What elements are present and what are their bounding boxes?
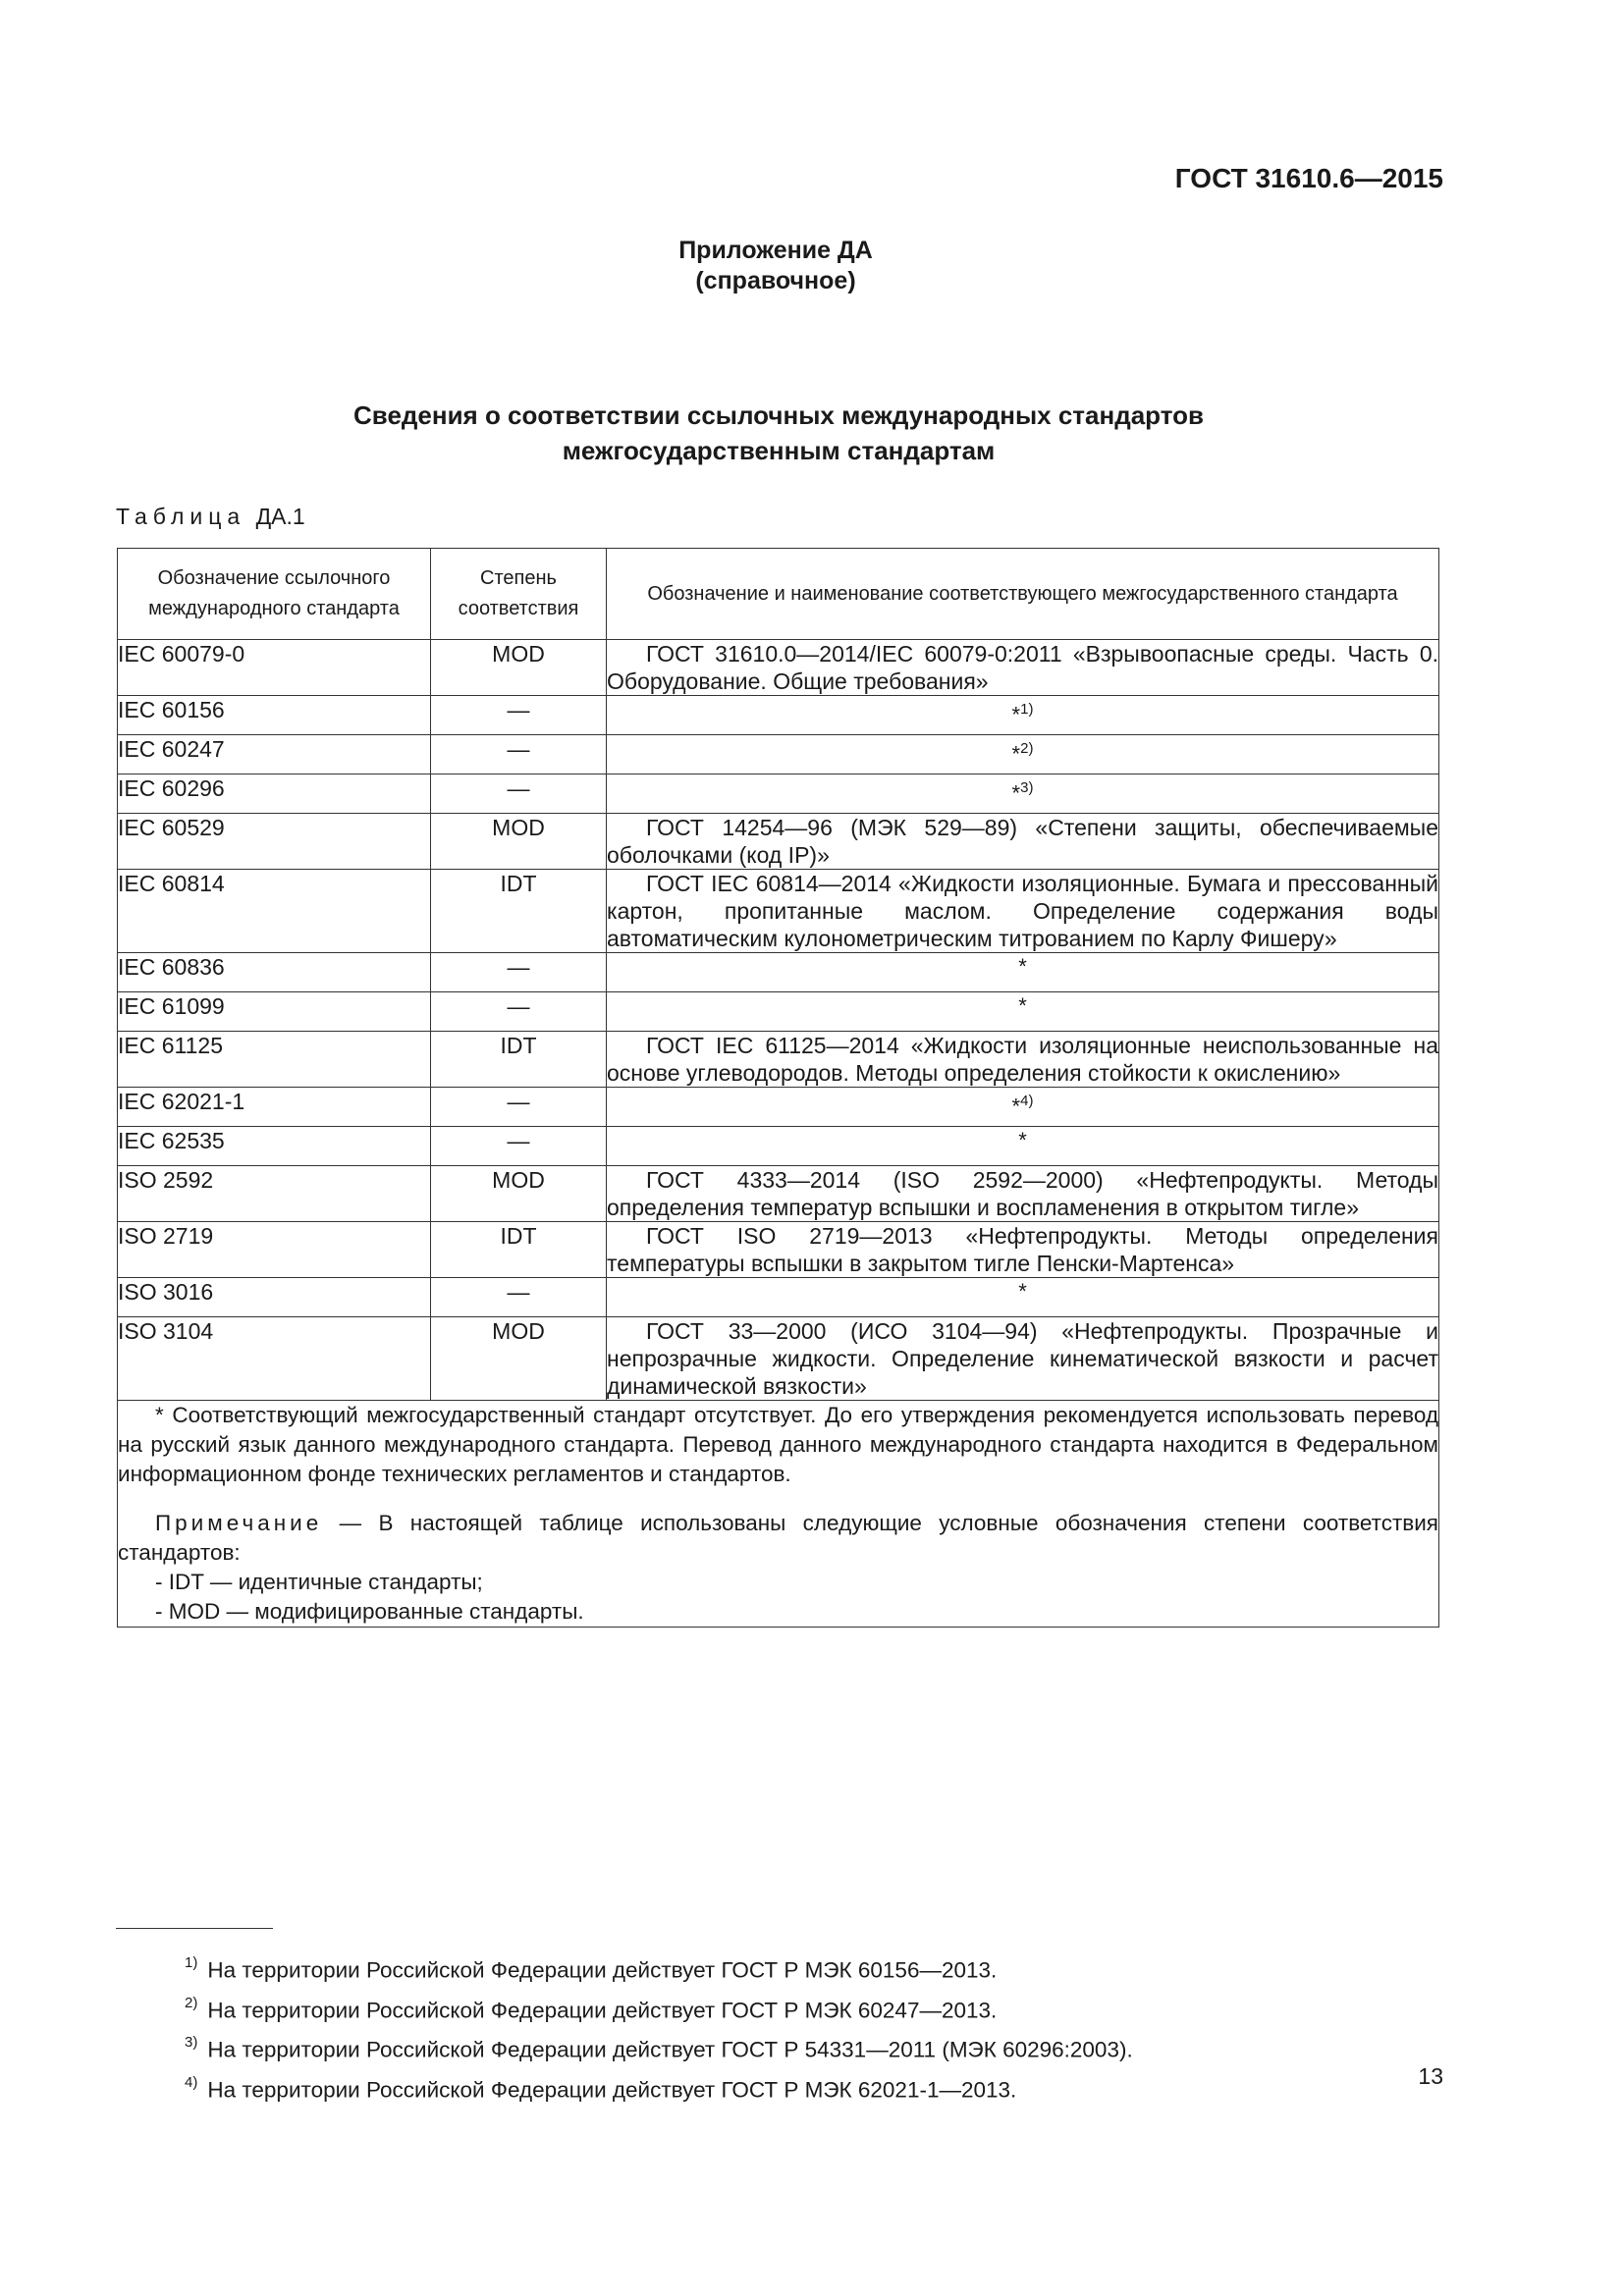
footnotes [185,1948,1133,2107]
description-text: ГОСТ 33—2000 (ИСО 3104—94) «Нефтепродукты. Прозрачные и непрозрачные жидкости. Определение кинематической вязкости и расчет динамической вязкости» [607,1318,1438,1399]
description-cell [607,735,1439,774]
footnote-mark: 3) [185,2034,198,2051]
footnote [185,1948,1133,1988]
table-notes-row [118,1401,1439,1628]
standard-code-cell: ISO 2592 [118,1166,431,1222]
degree-cell: — [431,992,607,1032]
absent-standard-mark: * [1018,993,1027,1018]
degree-cell: — [431,735,607,774]
standard-code-cell: IEC 61125 [118,1032,431,1088]
degree-cell: MOD [431,1317,607,1401]
description-cell [607,774,1439,814]
standard-code-cell: ISO 3104 [118,1317,431,1401]
degree-cell: MOD [431,1166,607,1222]
description-cell [607,870,1439,953]
description-cell [607,1032,1439,1088]
footnote-ref: 3) [1020,779,1034,796]
note-text: — В настоящей таблице использованы следующие условные обозначения степени соответствия стандартов: [118,1511,1438,1565]
description-cell [607,953,1439,992]
degree-cell: — [431,1088,607,1127]
description-cell [607,640,1439,696]
asterisk-note: * Соответствующий межгосударственный стандарт отсутствует. До его утверждения рекомендуется использовать перевод на русский язык данного международного стандарта. Перевод данного международного стандарта находится в Федеральном информационном фонде технических регламентов и стандартов. [118,1403,1438,1486]
degree-cell: — [431,1278,607,1317]
description-cell [607,1127,1439,1166]
appendix-subtitle: (справочное) [695,267,856,294]
standard-code-cell: IEC 60156 [118,696,431,735]
standard-code-cell: IEC 60836 [118,953,431,992]
footnote-mark: 2) [185,1994,198,2011]
footnote [185,1988,1133,2028]
standard-code-cell: IEC 60247 [118,735,431,774]
table-row [118,640,1439,696]
absent-standard-mark: * [1011,1094,1021,1119]
absent-standard-mark: * [1018,954,1027,979]
correspondence-table [117,548,1439,1628]
table-row [118,774,1439,814]
footnote [185,2027,1133,2067]
description-text: ГОСТ 14254—96 (МЭК 529—89) «Степени защиты, обеспечиваемые оболочками (код IP)» [607,815,1438,868]
standard-code-cell: IEC 62535 [118,1127,431,1166]
description-cell [607,1278,1439,1317]
degree-cell: MOD [431,814,607,870]
footnote-ref: 1) [1020,701,1034,718]
absent-standard-mark: * [1018,1279,1027,1304]
table-row [118,696,1439,735]
table-notes [118,1401,1439,1628]
footnote-mark: 1) [185,1954,198,1971]
degree-cell: IDT [431,1032,607,1088]
table-row [118,1088,1439,1127]
description-text: ГОСТ IEC 60814—2014 «Жидкости изоляционные. Бумага и прессованный картон, пропитанные маслом. Определение содержания воды автоматическим кулонометрическим титрованием по Карлу Фишеру» [607,871,1438,951]
table-row [118,1166,1439,1222]
section-title-line2: межгосударственным стандартам [562,436,996,465]
table-row [118,814,1439,870]
degree-cell: — [431,696,607,735]
description-cell [607,696,1439,735]
description-cell [607,1317,1439,1401]
legend-note [118,1509,1438,1568]
absent-standard-mark: * [1011,702,1021,727]
table-row [118,1278,1439,1317]
footnote-text: На территории Российской Федерации действует ГОСТ Р МЭК 60247—2013. [207,1998,998,2022]
table-label [116,504,305,530]
column-header-description: Обозначение и наименование соответствующего межгосударственного стандарта [607,549,1439,640]
legend-mod: - MOD — модифицированные стандарты. [155,1599,584,1624]
standard-code-cell: IEC 60296 [118,774,431,814]
description-cell [607,992,1439,1032]
description-cell [607,1088,1439,1127]
standard-code-cell: IEC 60529 [118,814,431,870]
table-body [118,640,1439,1401]
degree-cell: IDT [431,1222,607,1278]
description-text: ГОСТ 4333—2014 (ISO 2592—2000) «Нефтепродукты. Методы определения температур вспышки и воспламенения в открытом тигле» [607,1167,1438,1220]
description-cell [607,1166,1439,1222]
table-label-prefix: Таблица [116,504,246,529]
table-label-id: ДА.1 [255,504,305,529]
footnote-ref: 2) [1020,740,1034,757]
document-code: ГОСТ 31610.6—2015 [1174,163,1443,193]
table-header-row [118,549,1439,640]
footnote-ref: 4) [1020,1093,1034,1109]
absent-standard-mark: * [1011,780,1021,806]
degree-cell: — [431,953,607,992]
section-title [0,398,1557,468]
page-number: 13 [1418,2063,1443,2089]
standard-code-cell: IEC 60814 [118,870,431,953]
degree-cell: IDT [431,870,607,953]
absent-standard-mark: * [1011,741,1021,767]
table-row [118,1032,1439,1088]
description-cell [607,814,1439,870]
description-cell [607,1222,1439,1278]
appendix-heading [0,236,1551,296]
degree-cell: — [431,1127,607,1166]
table-row [118,1222,1439,1278]
appendix-title: Приложение ДА [678,237,873,264]
footnote-text: На территории Российской Федерации действует ГОСТ Р 54331—2011 (МЭК 60296:2003). [207,2037,1133,2062]
note-label: Примечание [155,1511,323,1535]
degree-cell: — [431,774,607,814]
description-text: ГОСТ ISO 2719—2013 «Нефтепродукты. Методы определения температуры вспышки в закрытом тигле Пенски-Мартенса» [607,1223,1438,1276]
column-header-degree: Степень соответствия [431,549,607,640]
table-row [118,992,1439,1032]
table-row [118,1317,1439,1401]
footnote [185,2067,1133,2108]
standard-code-cell: IEC 60079-0 [118,640,431,696]
description-text: ГОСТ 31610.0—2014/IEC 60079-0:2011 «Взрывоопасные среды. Часть 0. Оборудование. Общие требования» [607,641,1438,694]
table-row [118,735,1439,774]
standard-code-cell: IEC 62021-1 [118,1088,431,1127]
footnote-text: На территории Российской Федерации действует ГОСТ Р МЭК 62021-1—2013. [207,2077,1017,2102]
table-row [118,1127,1439,1166]
section-title-line1: Сведения о соответствии ссылочных международных стандартов [353,400,1204,430]
footnote-separator [116,1928,273,1929]
degree-cell: MOD [431,640,607,696]
standard-code-cell: ISO 2719 [118,1222,431,1278]
standard-code-cell: ISO 3016 [118,1278,431,1317]
table-row [118,953,1439,992]
footnote-text: На территории Российской Федерации действует ГОСТ Р МЭК 60156—2013. [207,1957,998,1983]
standard-code-cell: IEC 61099 [118,992,431,1032]
absent-standard-mark: * [1018,1128,1027,1152]
footnote-mark: 4) [185,2073,198,2091]
legend-idt: - IDT — идентичные стандарты; [155,1570,483,1594]
column-header-code: Обозначение ссылочного международного стандарта [118,549,431,640]
description-text: ГОСТ IEC 61125—2014 «Жидкости изоляционные неиспользованные на основе углеводородов. Методы определения стойкости к окислению» [607,1033,1438,1086]
table-row [118,870,1439,953]
